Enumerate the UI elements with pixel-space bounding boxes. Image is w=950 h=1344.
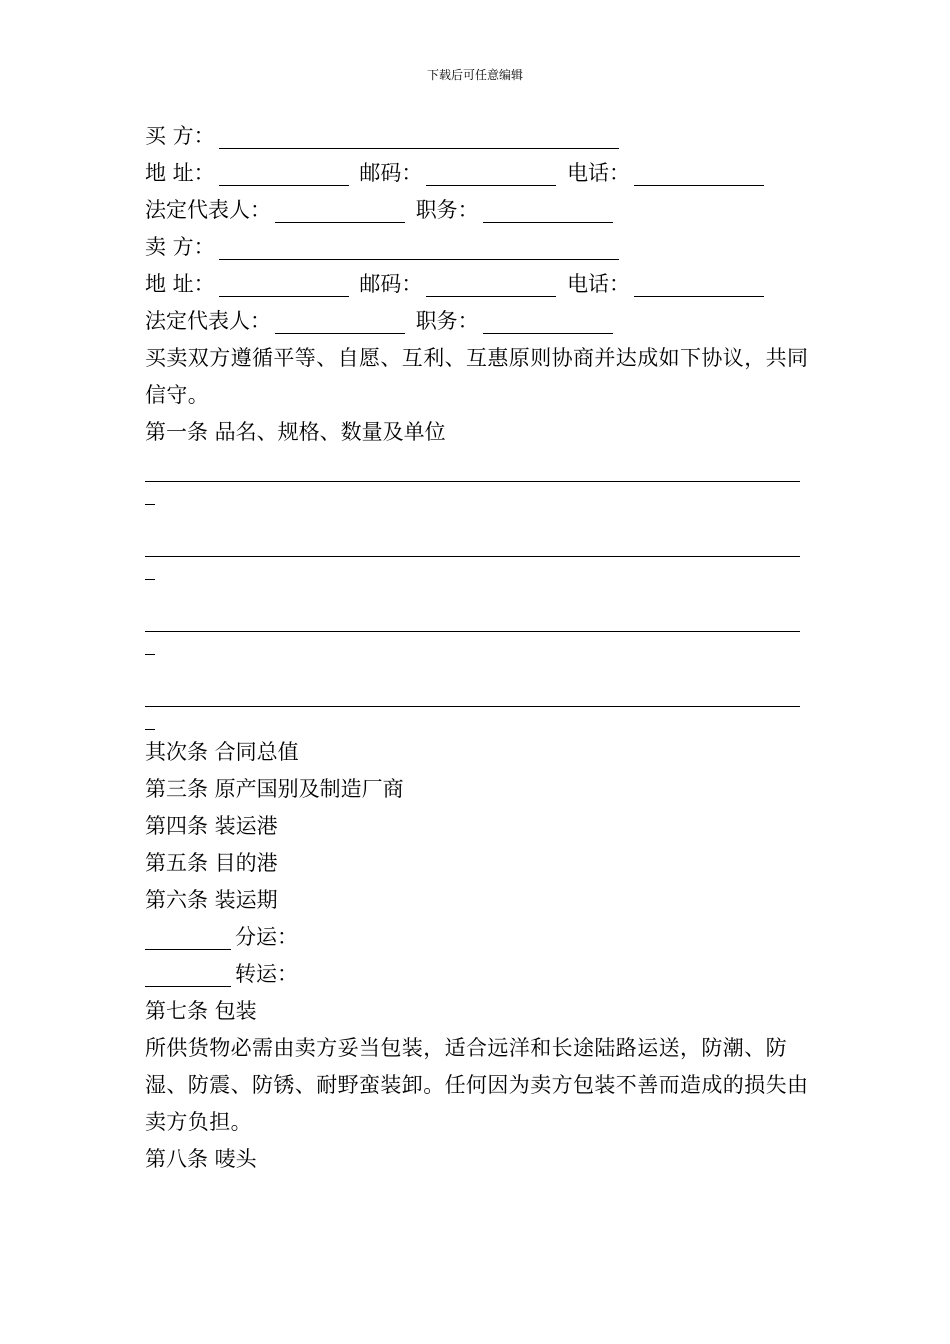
article-3-heading: 第三条 原产国别及制造厂商: [145, 777, 404, 801]
seller-label: 卖 方：: [145, 235, 215, 259]
article-1-heading: 第一条 品名、规格、数量及单位: [145, 420, 446, 444]
buyer-blank[interactable]: [219, 126, 619, 149]
article-5-heading: 第五条 目的港: [145, 851, 278, 875]
partial-shipment-blank[interactable]: [145, 927, 231, 950]
seller-rep-line: [145, 303, 810, 340]
article-1-blank-line[interactable]: [145, 601, 800, 632]
partial-shipment-label: 分运：: [235, 925, 298, 949]
blank-line-stub: [145, 482, 810, 526]
buyer-rep-blank[interactable]: [275, 200, 405, 223]
seller-phone-blank[interactable]: [634, 274, 764, 297]
seller-address-line: [145, 266, 810, 303]
seller-address-label: 地 址：: [145, 272, 215, 296]
seller-postcode-label: 邮码：: [359, 272, 423, 296]
partial-shipment-line: [145, 919, 810, 956]
buyer-title-label: 职务：: [415, 198, 479, 222]
buyer-title-blank[interactable]: [483, 200, 613, 223]
seller-blank[interactable]: [219, 237, 619, 260]
buyer-line: [145, 118, 810, 155]
article-1-blank-line[interactable]: [145, 676, 800, 707]
blank-line-stub: [145, 557, 810, 601]
buyer-phone-label: 电话：: [567, 161, 631, 185]
article-4-heading: 第四条 装运港: [145, 814, 278, 838]
blank-line-stub: [145, 632, 810, 676]
packing-paragraph: 所供货物必需由卖方妥当包装，适合远洋和长途陆路运送，防潮、防湿、防震、防锈、耐野蛮装卸。任何因为卖方包装不善而造成的损失由卖方负担。: [145, 1036, 809, 1134]
article-2-heading: 其次条 合同总值: [145, 740, 299, 764]
seller-postcode-blank[interactable]: [426, 274, 556, 297]
seller-title-label: 职务：: [415, 309, 479, 333]
contract-body: [145, 118, 810, 1178]
intro-paragraph: 买卖双方遵循平等、自愿、互利、互惠原则协商并达成如下协议，共同信守。: [145, 346, 809, 407]
buyer-label: 买 方：: [145, 124, 215, 148]
article-1-blank-line[interactable]: [145, 526, 800, 557]
transshipment-blank[interactable]: [145, 964, 231, 987]
page-header: 下载后可任意编辑: [426, 68, 523, 82]
transshipment-line: [145, 956, 810, 993]
seller-rep-label: 法定代表人：: [145, 309, 271, 333]
buyer-address-blank[interactable]: [219, 163, 349, 186]
transshipment-label: 转运：: [235, 962, 298, 986]
buyer-rep-label: 法定代表人：: [145, 198, 271, 222]
buyer-address-line: [145, 155, 810, 192]
buyer-rep-line: [145, 192, 810, 229]
blank-line-stub: [145, 707, 810, 734]
article-7-heading: 第七条 包装: [145, 999, 257, 1023]
article-8-heading: 第八条 唛头: [145, 1147, 257, 1171]
seller-phone-label: 电话：: [567, 272, 631, 296]
seller-line: [145, 229, 810, 266]
buyer-postcode-label: 邮码：: [359, 161, 423, 185]
article-1-blank-line[interactable]: [145, 451, 800, 482]
buyer-postcode-blank[interactable]: [426, 163, 556, 186]
seller-rep-blank[interactable]: [275, 311, 405, 334]
article-6-heading: 第六条 装运期: [145, 888, 278, 912]
buyer-address-label: 地 址：: [145, 161, 215, 185]
seller-title-blank[interactable]: [483, 311, 613, 334]
buyer-phone-blank[interactable]: [634, 163, 764, 186]
seller-address-blank[interactable]: [219, 274, 349, 297]
